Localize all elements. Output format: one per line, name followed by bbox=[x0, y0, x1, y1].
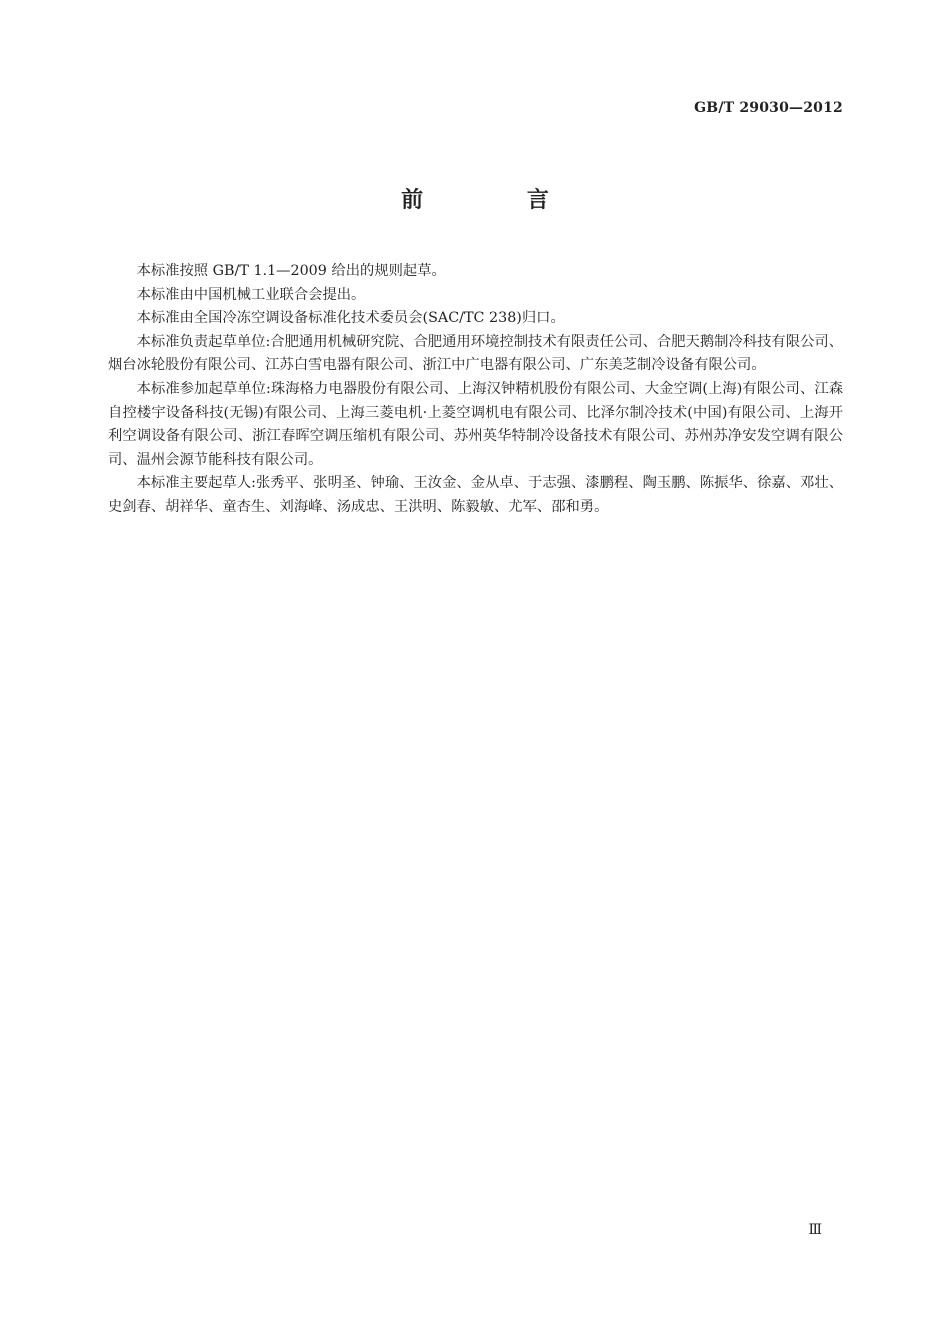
paragraph-proposed-by: 本标准由中国机械工业联合会提出。 bbox=[136, 286, 366, 303]
paragraph-lead-drafting-units: 本标准负责起草单位:合肥通用机械研究院、合肥通用环境控制技术有限责任公司、合肥天鹅制冷科技有限公司、烟台冰轮股份有限公司、江苏白雪电器有限公司、浙江中广电器有限公司、广东美芝制冷设备有限公司。 bbox=[108, 333, 843, 374]
page-number: Ⅲ bbox=[808, 1222, 822, 1238]
paragraph-drafting-rules: 本标准按照 GB/T 1.1—2009 给出的规则起草。 bbox=[136, 263, 446, 279]
standard-number: GB/T 29030—2012 bbox=[694, 100, 843, 116]
foreword-body bbox=[108, 260, 843, 520]
paragraph-participating-units: 本标准参加起草单位:珠海格力电器股份有限公司、上海汉钟精机股份有限公司、大金空调(上海)有限公司、江森自控楼宇设备科技(无锡)有限公司、上海三菱电机·上菱空调机电有限公司、比泽尔制冷技术(中国)有限公司、上海开利空调设备有限公司、浙江春晖空调压缩机有限公司、苏州英华特制冷设备技术有限公司、苏州苏净安发空调有限公司、温州会源节能科技有限公司。 bbox=[108, 380, 843, 468]
page-title: 前 言 bbox=[401, 187, 597, 213]
paragraph-main-drafters: 本标准主要起草人:张秀平、张明圣、钟瑜、王汝金、金从卓、于志强、漆鹏程、陶玉鹏、陈振华、徐嘉、邓壮、史剑春、胡祥华、童杏生、刘海峰、汤成忠、王洪明、陈毅敏、尤军、邵和勇。 bbox=[108, 475, 843, 515]
paragraph-under-jurisdiction: 本标准由全国冷冻空调设备标准化技术委员会(SAC/TC 238)归口。 bbox=[136, 310, 565, 327]
